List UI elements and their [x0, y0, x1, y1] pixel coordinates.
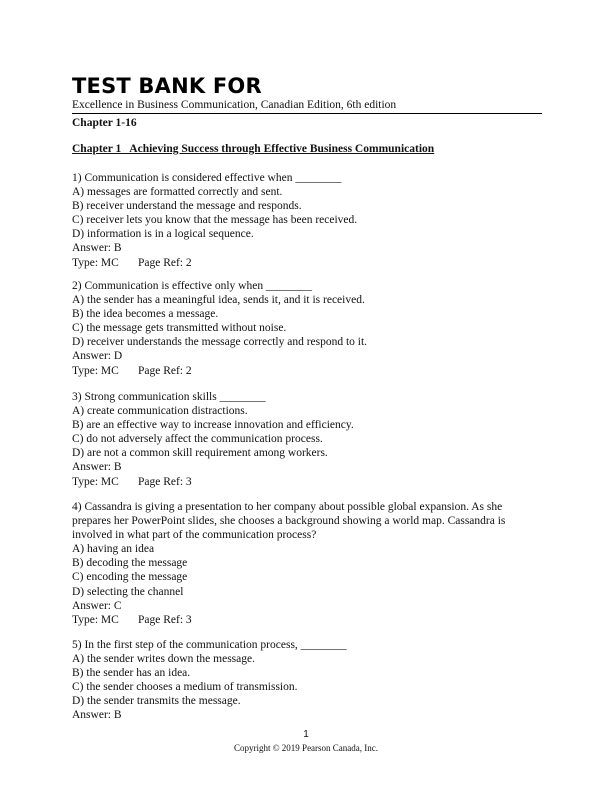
chapter-range: Chapter 1-16 — [72, 117, 137, 129]
option-c: C) receiver lets you know that the message has been received. — [72, 214, 358, 227]
chapter-title: Chapter 1 Achieving Success through Effective Business Communication — [72, 143, 435, 155]
answer: Answer: B — [72, 242, 122, 255]
option-d: D) information is in a logical sequence. — [72, 228, 254, 241]
question-type: Type: MC — [72, 256, 119, 269]
question-meta — [72, 613, 542, 627]
question-type: Type: MC — [72, 475, 119, 488]
option-c: C) the sender chooses a medium of transmission. — [72, 681, 298, 694]
answer: Answer: C — [72, 599, 122, 612]
question-meta — [72, 475, 542, 489]
option-b: B) the idea becomes a message. — [72, 308, 219, 321]
book-title: Excellence in Business Communication, Canadian Edition, 6th edition — [72, 99, 397, 111]
question-5 — [72, 638, 542, 723]
option-d: D) are not a common skill requirement among workers. — [72, 447, 328, 460]
page-ref: Page Ref: 3 — [138, 475, 192, 488]
copyright-notice: Copyright © 2019 Pearson Canada, Inc. — [233, 743, 379, 753]
question-stem: 2) Communication is effective only when ________ — [72, 280, 312, 292]
option-a: A) messages are formatted correctly and sent. — [72, 186, 283, 199]
question-stem-line-1: 4) Cassandra is giving a presentation to her company about possible global expansion. As she — [72, 501, 503, 513]
option-b: B) receiver understand the message and responds. — [72, 200, 302, 213]
question-2 — [72, 279, 542, 378]
question-stem-line-2: prepares her PowerPoint slides, she chooses a background showing a world map. Cassandra is — [72, 515, 506, 528]
option-c: C) the message gets transmitted without noise. — [72, 322, 287, 335]
test-bank-banner: TEST BANK FOR — [72, 74, 262, 98]
question-type: Type: MC — [72, 613, 119, 626]
question-meta — [72, 256, 542, 270]
option-c: C) encoding the message — [72, 571, 188, 584]
option-a: A) the sender writes down the message. — [72, 653, 255, 666]
question-stem: 5) In the first step of the communication process, ________ — [72, 639, 347, 651]
answer: Answer: B — [72, 461, 122, 474]
page-ref: Page Ref: 3 — [138, 613, 192, 626]
question-stem: 1) Communication is considered effective when ________ — [72, 172, 342, 184]
question-stem: 3) Strong communication skills ________ — [72, 391, 266, 403]
option-c: C) do not adversely affect the communication process. — [72, 433, 323, 446]
option-b: B) are an effective way to increase innovation and efficiency. — [72, 419, 354, 432]
question-type: Type: MC — [72, 364, 119, 377]
option-b: B) the sender has an idea. — [72, 667, 191, 680]
question-4 — [72, 500, 542, 627]
question-3 — [72, 390, 542, 489]
question-1 — [72, 171, 542, 270]
option-d: D) selecting the channel — [72, 585, 184, 598]
option-d: D) the sender transmits the message. — [72, 695, 241, 708]
answer: Answer: D — [72, 350, 123, 363]
page-ref: Page Ref: 2 — [138, 364, 192, 377]
page-ref: Page Ref: 2 — [138, 256, 192, 269]
question-meta — [72, 364, 542, 378]
page-number: 1 — [303, 729, 309, 740]
answer: Answer: B — [72, 709, 122, 722]
question-stem-line-3: involved in what part of the communication process? — [72, 529, 317, 542]
option-a: A) having an idea — [72, 543, 155, 556]
option-b: B) decoding the message — [72, 557, 188, 570]
option-a: A) the sender has a meaningful idea, sends it, and it is received. — [72, 294, 365, 307]
option-d: D) receiver understands the message correctly and respond to it. — [72, 336, 368, 349]
header-divider — [72, 113, 542, 114]
option-a: A) create communication distractions. — [72, 405, 248, 418]
